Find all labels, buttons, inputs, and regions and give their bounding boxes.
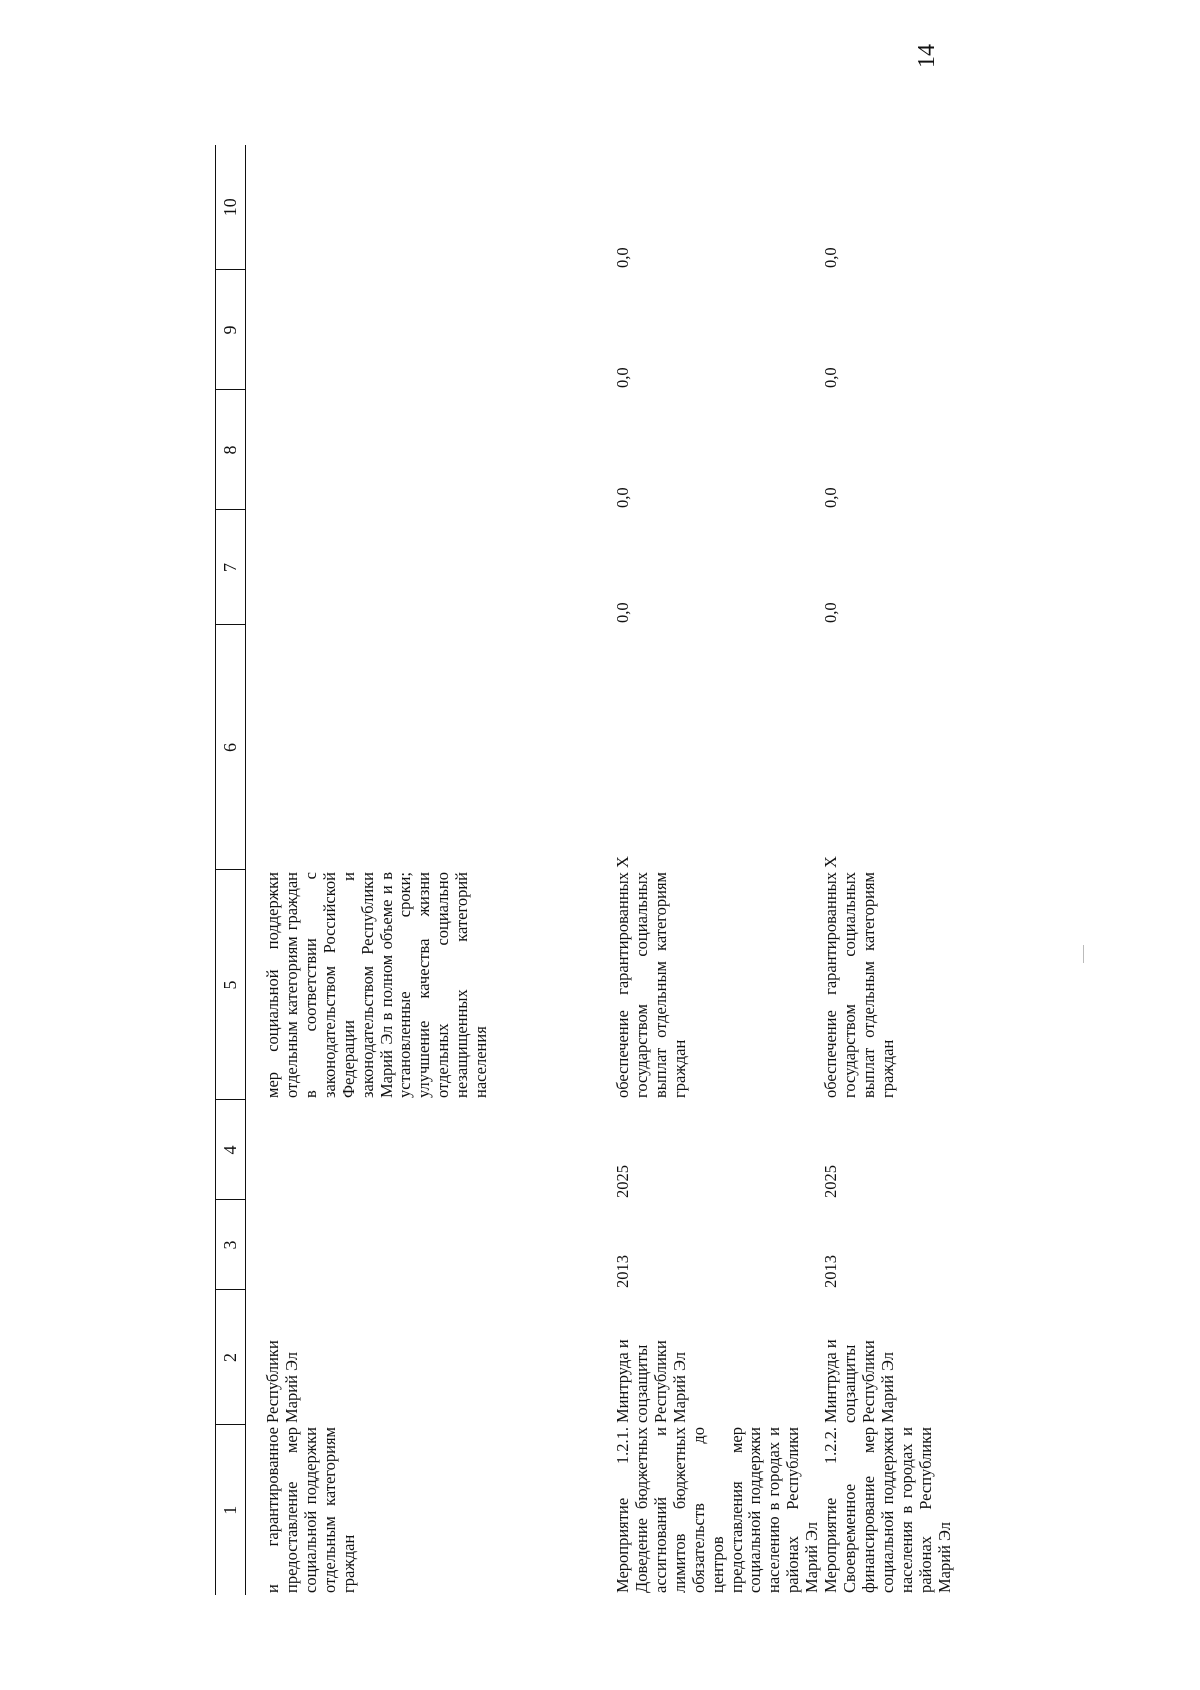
- rotated-table-container: [215, 145, 1035, 1595]
- col-header-10: 10: [216, 145, 246, 270]
- cell-event: Мероприятие 1.2.1. Доведение бюджетных ассигнований и лимитов бюджетных обязательств до центров предоставления мер социальной поддержки населению в городах и районах Республики Марий Эл: [612, 1427, 822, 1593]
- cell-value-9: 0,0: [821, 367, 841, 388]
- col-header-7: 7: [216, 510, 246, 625]
- cell-result: обеспечение гарантированных государством социальных выплат отдельным категориям граждан: [612, 872, 689, 1098]
- cell-value-8: 0,0: [821, 487, 841, 508]
- col-header-3: 3: [216, 1200, 246, 1290]
- header-row: [216, 145, 246, 1595]
- cell-value-7: 0,0: [821, 602, 841, 623]
- cell-value-9: [245, 270, 614, 390]
- cell-value-10: [245, 145, 614, 270]
- cell-indicator: X: [612, 856, 632, 868]
- cell-event: Мероприятие 1.2.2. Своевременное финансирование мер социальной поддержки населения в городах и районах Республики Марий Эл: [821, 1427, 955, 1593]
- page-number: 14: [914, 44, 940, 68]
- cell-executor: Минтруда и соцзащиты Республики Марий Эл: [821, 1339, 898, 1423]
- cell-value-10: 0,0: [612, 247, 632, 268]
- cell-value-8: 0,0: [612, 487, 632, 508]
- cell-result: мер социальной поддержки отдельным категориям граждан в соответствии с законодательством Российской Федерации и законодательством Республики Марий Эл в полном объеме и в установленные сроки; улучшение качества жизни отдельных социально незащищенных категорий населения: [262, 872, 491, 1098]
- cell-value-7: 0,0: [612, 602, 632, 623]
- cell-executor: Минтруда и соцзащиты Республики Марий Эл: [612, 1339, 689, 1423]
- program-table: [215, 145, 955, 1595]
- cell-executor: Республики Марий Эл: [262, 1340, 301, 1423]
- cell-start-year: [245, 1200, 614, 1290]
- col-header-6: 6: [216, 625, 246, 870]
- cell-start-year: 2013: [821, 1255, 841, 1288]
- table-row: [822, 145, 955, 1595]
- cell-start-year: 2013: [612, 1255, 632, 1288]
- cell-value-7: [245, 510, 614, 625]
- table-row: [614, 145, 823, 1595]
- col-header-2: 2: [216, 1290, 246, 1425]
- scan-artifact: [1083, 945, 1084, 963]
- col-header-4: 4: [216, 1100, 246, 1200]
- table-row: [245, 145, 614, 1595]
- cell-value-9: 0,0: [612, 367, 632, 388]
- cell-value-10: 0,0: [821, 247, 841, 268]
- col-header-5: 5: [216, 870, 246, 1100]
- cell-end-year: 2025: [612, 1165, 632, 1198]
- col-header-9: 9: [216, 270, 246, 390]
- cell-value-8: [245, 390, 614, 510]
- cell-indicator: [245, 625, 614, 870]
- cell-end-year: 2025: [821, 1165, 841, 1198]
- cell-indicator: X: [821, 856, 841, 868]
- col-header-1: 1: [216, 1425, 246, 1595]
- cell-end-year: [245, 1100, 614, 1200]
- cell-result: обеспечение гарантированных государством социальных выплат отдельным категориям граждан: [821, 872, 898, 1098]
- cell-event: и гарантированное предоставление мер социальной поддержки отдельным категориям граждан: [262, 1427, 358, 1593]
- col-header-8: 8: [216, 390, 246, 510]
